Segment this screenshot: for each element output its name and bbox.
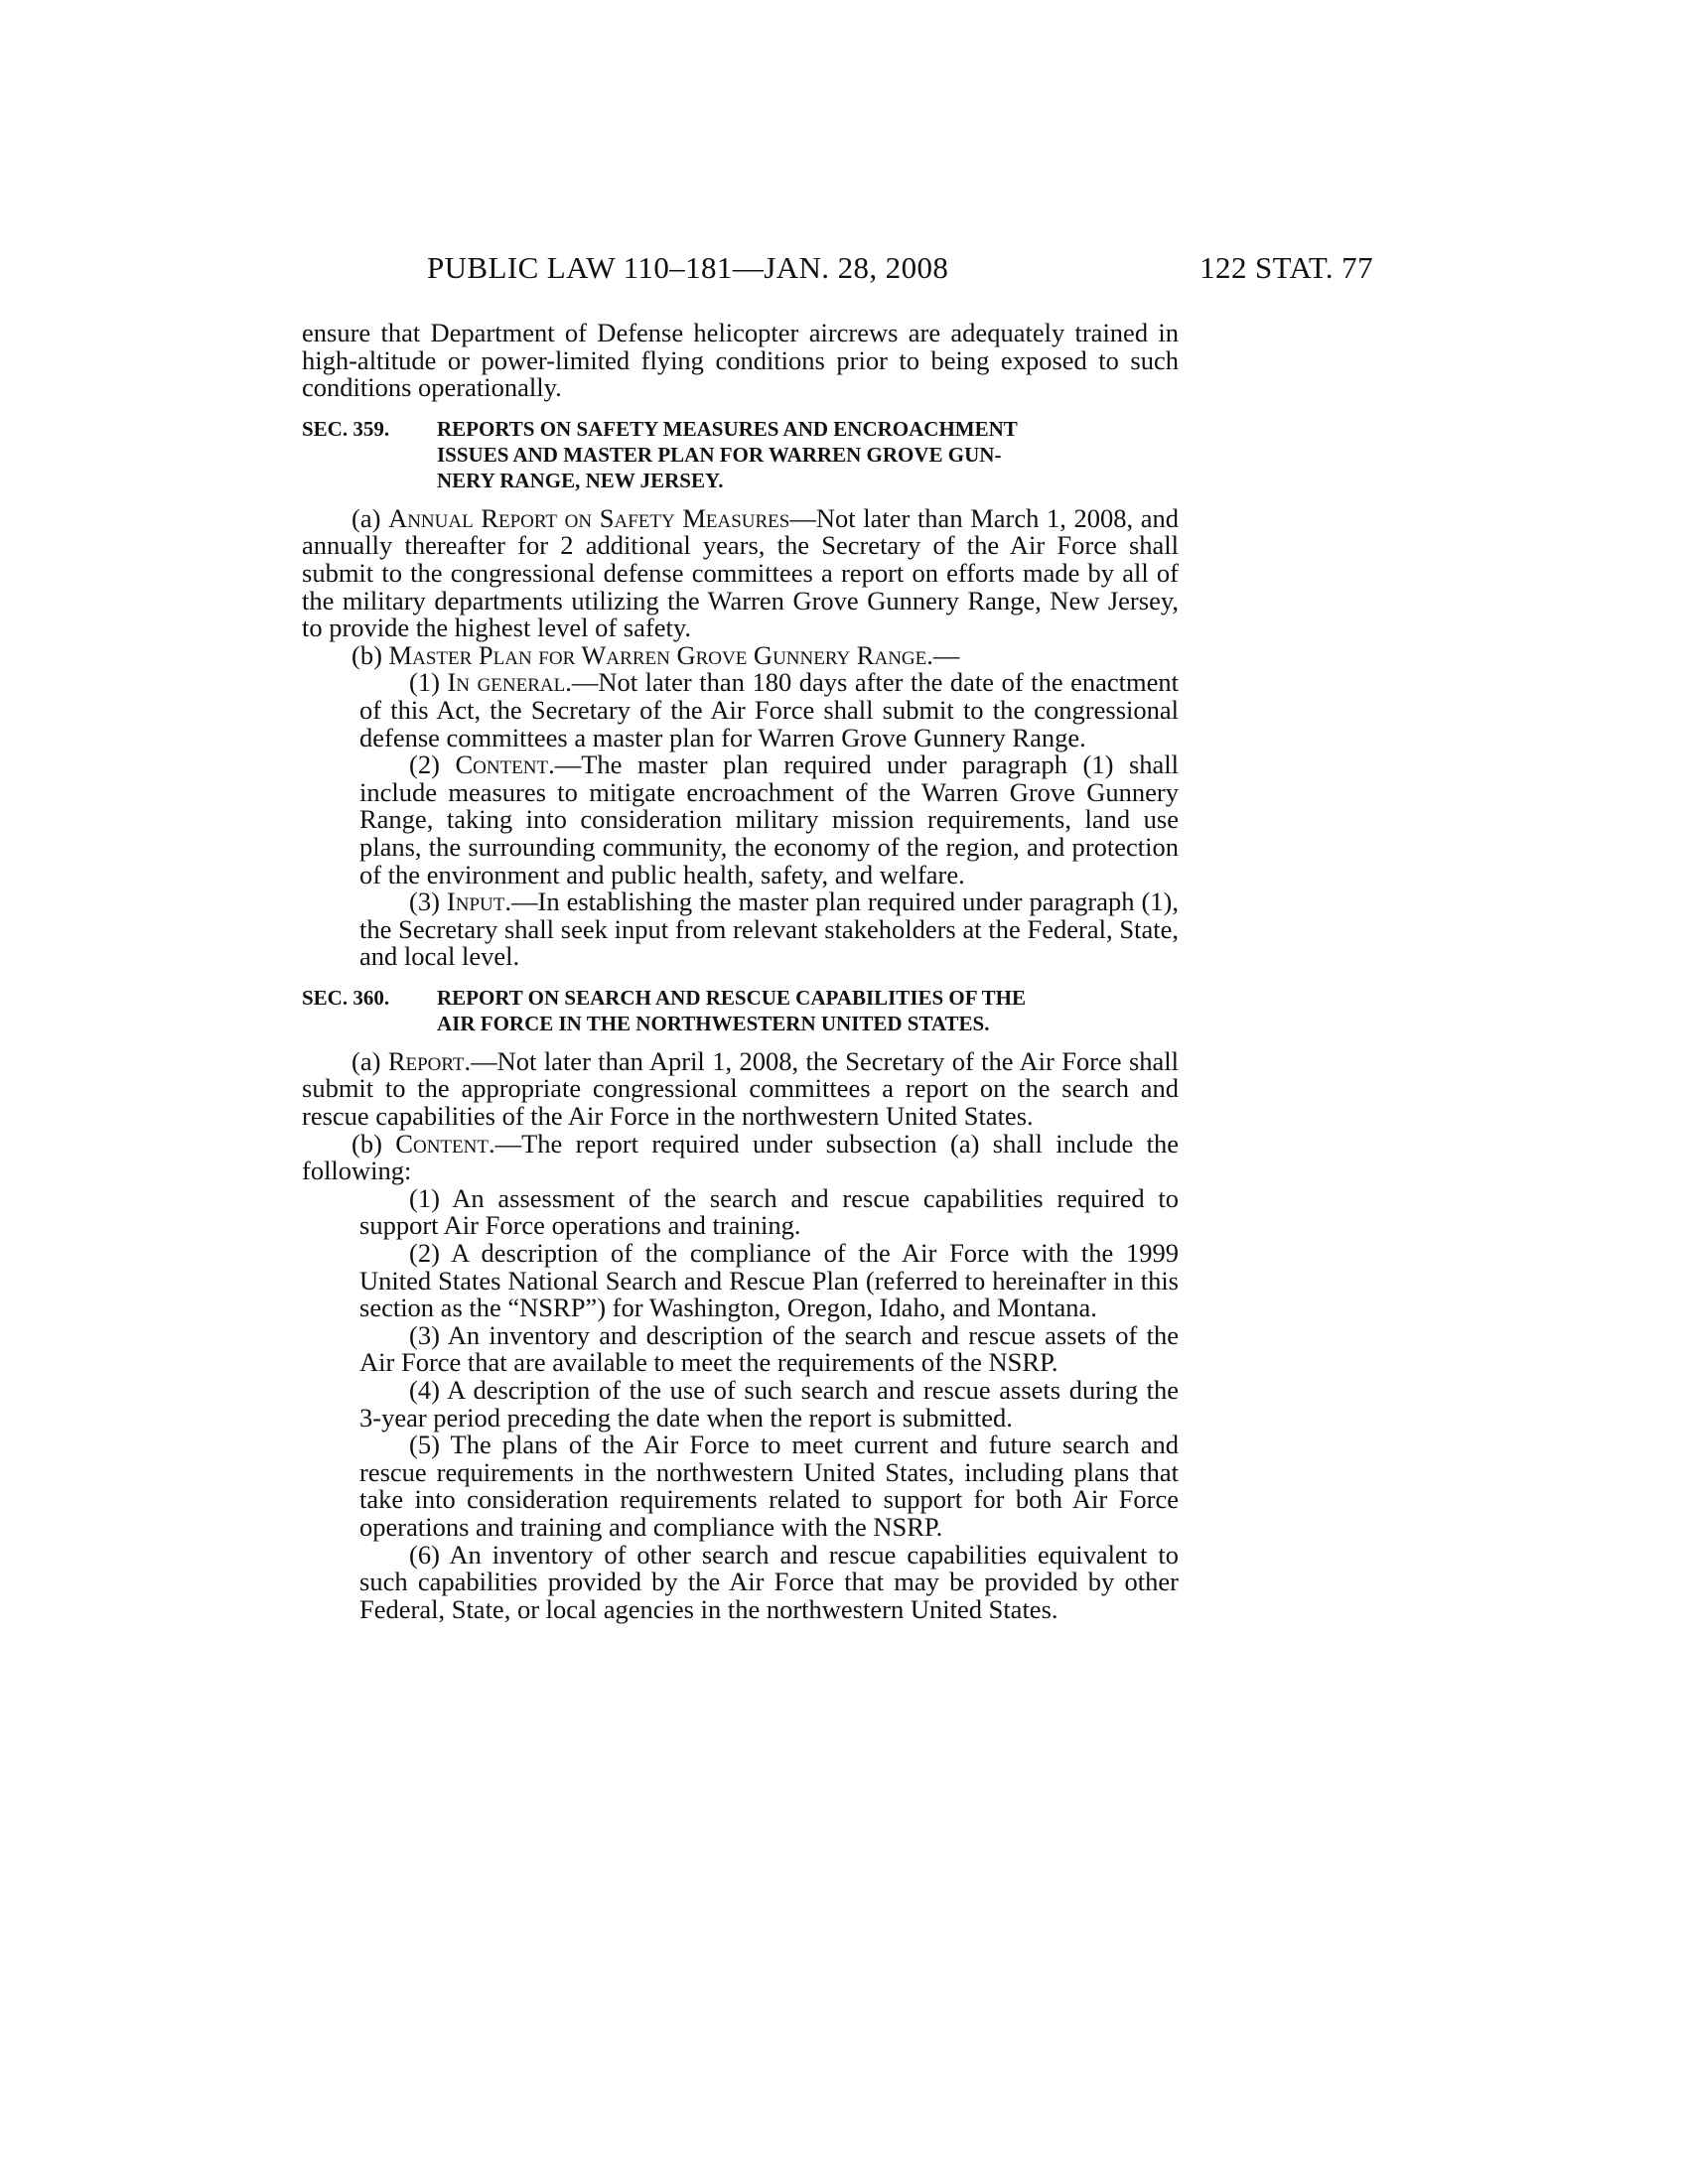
paragraph-text: .—Not later than 180 days after the date of the enactment of this Act, the Secretary of the Air Force shall submit to the congressional defense committees a master plan for Warren Grove Gunnery Range.: [359, 667, 1180, 752]
section-title-line: NERY RANGE, NEW JERSEY.: [437, 468, 724, 492]
continued-paragraph: ensure that Department of Defense helicopter aircrews are adequately trained in high-altitude or power-limited flying conditions prior to being exposed to such conditions operationally.: [302, 318, 1179, 403]
page-header: [298, 250, 1373, 290]
paragraph-2: [302, 751, 1179, 888]
section-title: [437, 416, 1179, 493]
list-item: (2) A description of the compliance of the Air Force with the 1999 United States National Search and Rescue Plan (referred to hereinafter in this section as the “NSRP”) for Washington, Oregon, Idaho, and Montana.: [359, 1238, 1179, 1323]
paragraph-label: (1): [409, 667, 440, 698]
section-title-line: AIR FORCE IN THE NORTHWESTERN UNITED STATES.: [437, 1011, 990, 1035]
subsection-b: [302, 1128, 1179, 1186]
section-number: SEC. 359.: [302, 416, 390, 441]
subsection-text: —Not later than March 1, 2008, and annually thereafter for 2 additional years, the Secretary of the Air Force shall submit to the congressional defense committees a report on efforts made by all of the military departments utilizing the Warren Grove Gunnery Range, New Jersey, to provide the highest level of safety.: [302, 502, 1180, 643]
subsection-label: (b): [352, 639, 382, 670]
paragraph-heading: Content: [455, 750, 549, 780]
paragraph-3: [302, 888, 1179, 971]
list-item: (5) The plans of the Air Force to meet current and future search and rescue requirements in the northwestern United States, including plans that take into consideration requirements related to support for both Air Force operations and training and compliance with the NSRP.: [359, 1430, 1179, 1542]
running-head-title: PUBLIC LAW 110–181—JAN. 28, 2008: [427, 250, 949, 285]
list-item: (3) An inventory and description of the search and rescue assets of the Air Force that are available to meet the requirements of the NSRP.: [359, 1319, 1179, 1378]
list-item: (6) An inventory of other search and rescue capabilities equivalent to such capabilities provided by the Air Force that may be provided by other Federal, State, or local agencies in the northwestern United States.: [359, 1539, 1179, 1624]
paragraph-label: (3): [409, 887, 440, 917]
subsection-a: [302, 502, 1180, 643]
section-359-heading: [302, 416, 1179, 493]
subsection-text: .—The report required under subsection (a) shall include the following:: [302, 1128, 1179, 1186]
paragraph-label: (2): [409, 750, 440, 780]
section-title-line: REPORTS ON SAFETY MEASURES AND ENCROACHMENT: [437, 416, 1018, 441]
subsection-text: .—: [926, 639, 960, 670]
paragraph-heading: In general: [447, 667, 566, 698]
page-body: [302, 320, 1179, 1623]
subsection-b: [302, 639, 1179, 670]
subsection-heading: Report: [387, 1045, 465, 1076]
section-360-heading: [302, 985, 1179, 1036]
subsection-a: [302, 1045, 1180, 1132]
section-title-line: ISSUES AND MASTER PLAN FOR WARREN GROVE GUN-: [437, 442, 1002, 467]
subsection-heading: Annual Report on Safety Measures: [388, 502, 790, 533]
section-title: [437, 985, 1179, 1036]
section-title-line: REPORT ON SEARCH AND RESCUE CAPABILITIES OF THE: [437, 985, 1027, 1010]
subsection-heading: Master Plan for Warren Grove Gunnery Range: [388, 639, 927, 670]
section-number: SEC. 360.: [302, 985, 390, 1010]
list-item: (4) A description of the use of such search and rescue assets during the 3-year period preceding the date when the report is submitted.: [359, 1375, 1179, 1433]
subsection-text: .—Not later than April 1, 2008, the Secretary of the Air Force shall submit to the appropriate congressional committees a report on the search and rescue capabilities of the Air Force in the northwestern United States.: [302, 1045, 1180, 1132]
subsection-label: (a): [352, 502, 381, 533]
subsection-heading: Content: [395, 1128, 489, 1159]
paragraph-text: .—In establishing the master plan required under paragraph (1), the Secretary shall seek input from relevant stakeholders at the Federal, State, and local level.: [359, 887, 1179, 972]
paragraph-heading: Input: [446, 887, 505, 917]
subsection-label: (b): [352, 1128, 382, 1159]
subsection-label: (a): [352, 1045, 381, 1076]
paragraph-text: .—The master plan required under paragraph (1) shall include measures to mitigate encroachment of the Warren Grove Gunnery Range, taking into consideration military mission requirements, land use plans, the surrounding community, the economy of the region, and protection of the environment and public health, safety, and welfare.: [359, 750, 1180, 889]
list-item: (1) An assessment of the search and rescue capabilities required to support Air Force operations and training.: [359, 1182, 1179, 1241]
statute-page-number: 122 STAT. 77: [1199, 250, 1373, 285]
paragraph-1: [302, 669, 1179, 751]
